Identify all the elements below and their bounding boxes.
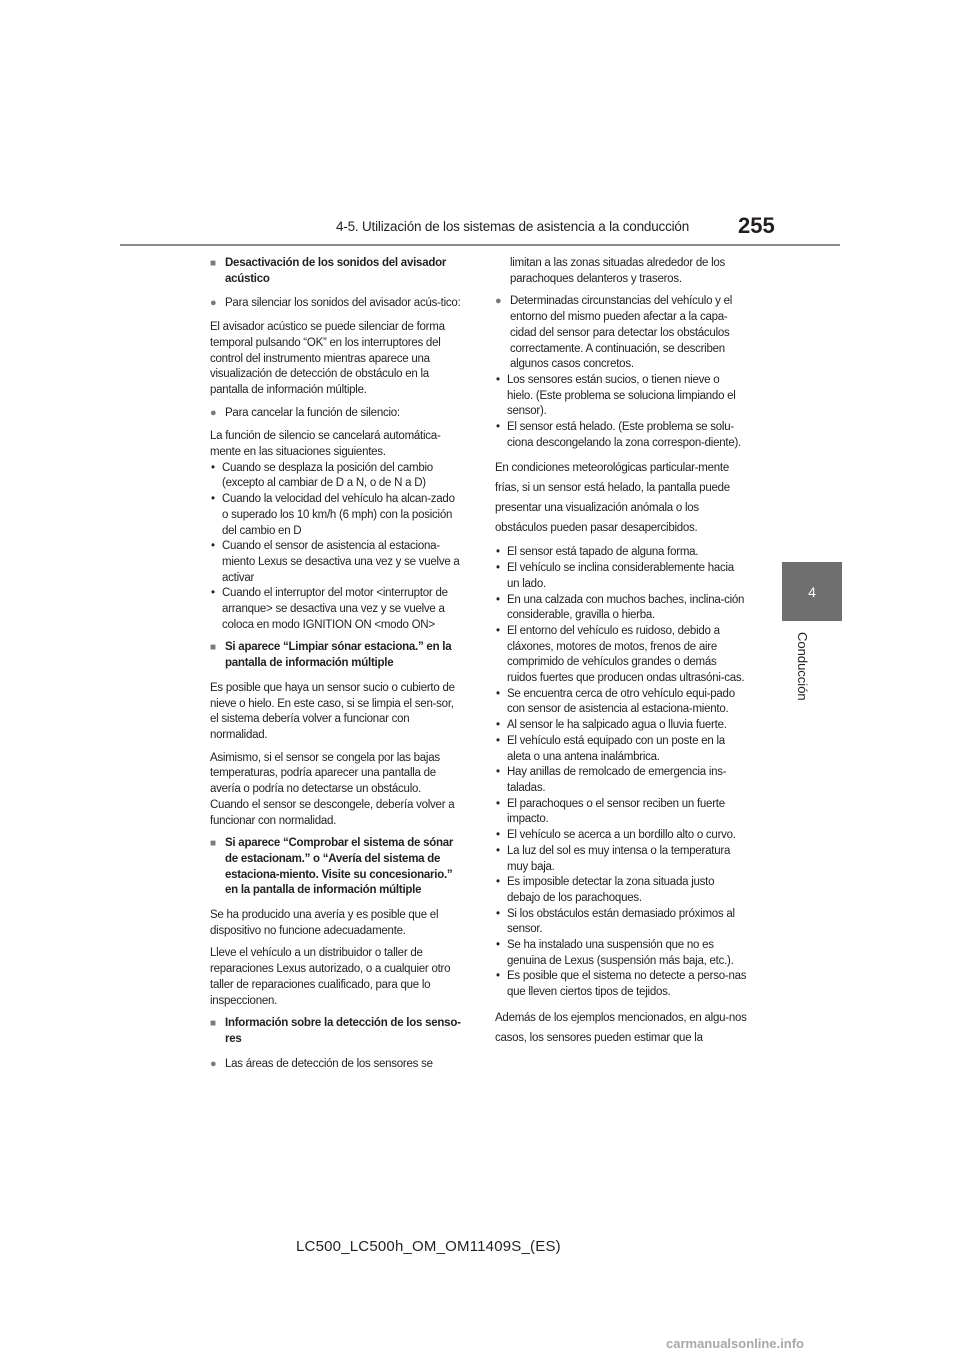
right-column	[495, 256, 747, 1055]
list-item: • El vehículo se acerca a un bordillo alto o curvo.	[495, 828, 747, 844]
list-item: • El parachoques o el sensor reciben un fuerte impacto.	[495, 797, 747, 828]
list-item: • Al sensor le ha salpicado agua o lluvia fuerte.	[495, 718, 747, 734]
paragraph: En condiciones meteorológicas particular-mente frías, si un sensor está helado, la pantalla puede presentar una visualización anómala o los obstáculos pueden pasar desapercibidos.	[495, 462, 730, 535]
list-item: • Cuando se desplaza la posición del cambio (excepto al cambiar de D a N, o de N a D)	[210, 461, 462, 492]
circle-item: ● Para cancelar la función de silencio:	[210, 406, 462, 422]
list-item: • En una calzada con muchos baches, inclina-ción considerable, gravilla o hierba.	[495, 593, 747, 624]
paragraph: Asimismo, si el sensor se congela por las bajas temperaturas, podría aparecer una pantalla de avería o podría no detectarse un obstáculo. Cuando el sensor se descongele, debería volver a funcionar con normalidad.	[210, 751, 455, 827]
chapter-label: Conducción	[795, 632, 810, 701]
section-heading: ■ Desactivación de los sonidos del avisador acústico	[210, 256, 462, 287]
list-item: • El vehículo se inclina considerablemente hacia un lado.	[495, 561, 747, 592]
list-item: • El sensor está helado. (Este problema se solu-ciona descongelando la zona correspon-diente).	[495, 420, 747, 451]
list-item: • La luz del sol es muy intensa o la temperatura muy baja.	[495, 844, 747, 875]
section-title: 4-5. Utilización de los sistemas de asistencia a la conducción	[336, 219, 690, 234]
chapter-tab[interactable]	[782, 562, 842, 621]
bullet-list	[495, 545, 747, 1000]
list-item: • Cuando la velocidad del vehículo ha alcan-zado o superado los 10 km/h (6 mph) con la posición del cambio en D	[210, 492, 462, 539]
paragraph: Lleve el vehículo a un distribuidor o taller de reparaciones Lexus autorizado, o a cualquier otro taller de reparaciones cualificado, para que lo inspeccionen.	[210, 947, 451, 1007]
section-heading: ■ Si aparece “Limpiar sónar estaciona.” en la pantalla de información múltiple	[210, 640, 462, 671]
circle-item: ● Determinadas circunstancias del vehículo y el entorno del mismo pueden afectar a la capa-cidad del sensor para detectar los obstáculos correctamente. A continuación, se describen algunos casos concretos.	[495, 294, 747, 373]
list-item: • Es imposible detectar la zona situada justo debajo de los parachoques.	[495, 875, 747, 906]
list-item: • Cuando el sensor de asistencia al estaciona-miento Lexus se desactiva una vez y se vuelve a activar	[210, 539, 462, 586]
list-item: • Si los obstáculos están demasiado próximos al sensor.	[495, 907, 747, 938]
page-number: 255	[738, 213, 775, 238]
list-item: • El entorno del vehículo es ruidoso, debido a cláxones, motores de motos, frenos de aire comprimido de vehículos grandes o demás ruidos fuertes que producen ondas ultrasóni-cas.	[495, 624, 747, 687]
circle-item: ● Las áreas de detección de los sensores se	[210, 1057, 462, 1073]
list-item: • Es posible que el sistema no detecte a perso-nas que lleven ciertos tipos de tejidos.	[495, 969, 747, 1000]
list-item: • Se encuentra cerca de otro vehículo equi-pado con sensor de asistencia al estaciona-miento.	[495, 687, 747, 718]
paragraph: limitan a las zonas situadas alrededor de los parachoques delanteros y traseros.	[510, 257, 726, 285]
document-code: LC500_LC500h_OM_OM11409S_(ES)	[296, 1238, 561, 1255]
list-item: • Hay anillas de remolcado de emergencia ins-taladas.	[495, 765, 747, 796]
paragraph: Es posible que haya un sensor sucio o cubierto de nieve o hielo. En este caso, si se limpia el sen-sor, el sistema debería volver a funcionar con normalidad.	[210, 681, 455, 741]
list-item: • El sensor está tapado de alguna forma.	[495, 545, 747, 561]
header-rule	[120, 244, 840, 246]
paragraph: La función de silencio se cancelará automática-mente en las situaciones siguientes.	[210, 430, 441, 459]
list-item: • El vehículo está equipado con un poste en la aleta o una antena inalámbrica.	[495, 734, 747, 765]
list-item: • Se ha instalado una suspensión que no es genuina de Lexus (suspensión más baja, etc.).	[495, 938, 747, 969]
paragraph: Además de los ejemplos mencionados, en algu-nos casos, los sensores pueden estimar que la	[495, 1011, 747, 1044]
list-item: • Cuando el interruptor del motor <interruptor de arranque> se desactiva una vez y se vuelve a coloca en modo IGNITION ON <modo ON>	[210, 586, 462, 633]
paragraph: Se ha producido una avería y es posible que el dispositivo no funcione adecuadamente.	[210, 909, 439, 937]
section-heading: ■ Si aparece “Comprobar el sistema de sónar de estacionam.” o “Avería del sistema de estaciona-miento. Visite su concesionario.” en la pantalla de información múltiple	[210, 836, 462, 899]
list-item: • Los sensores están sucios, o tienen nieve o hielo. (Este problema se soluciona limpiando el sensor).	[495, 373, 747, 420]
bullet-list	[210, 461, 462, 634]
section-heading: ■ Información sobre la detección de los senso-res	[210, 1016, 462, 1047]
chapter-number: 4	[808, 583, 816, 600]
bullet-list	[495, 373, 747, 452]
left-column	[210, 256, 462, 1080]
watermark: carmanualsonline.info	[666, 1336, 804, 1351]
paragraph: El avisador acústico se puede silenciar de forma temporal pulsando “OK” en los interruptores del control del instrumento mientras aparece una visualización de detección de obstáculo en la pantalla de información múltiple.	[210, 321, 445, 396]
circle-item: ● Para silenciar los sonidos del avisador acús-tico:	[210, 296, 462, 312]
